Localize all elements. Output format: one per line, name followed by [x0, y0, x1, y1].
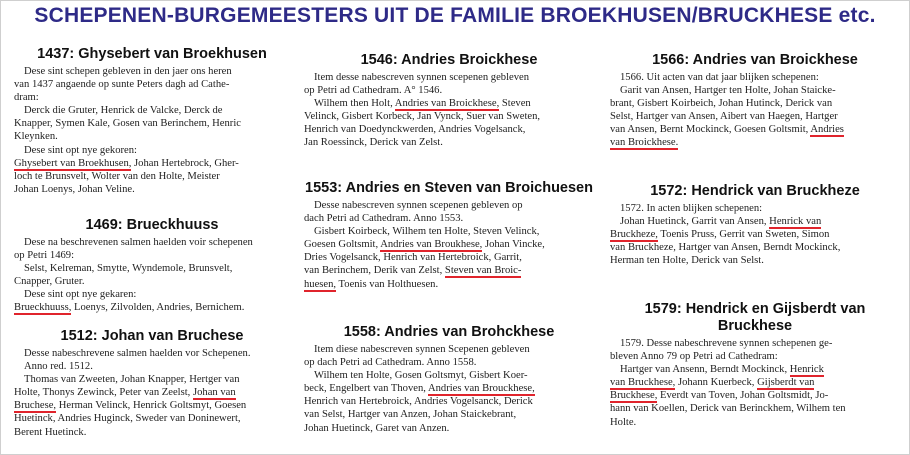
text-line: van Selst, Hartger van Anzen, Johan Staickebrant,	[304, 409, 517, 421]
highlighted-name: Johan van	[192, 387, 236, 399]
text-line: Jan Roessinck, Derick van Zelst.	[304, 137, 443, 149]
text-fragment: Loenys, Zilvolden, Andries, Bernichem.	[71, 302, 245, 314]
section-text	[610, 202, 900, 267]
highlighted-name: Gijsberdt van	[757, 377, 815, 389]
section-heading: 1572: Hendrick van Bruckheze	[650, 183, 860, 199]
text-fragment: Johann Kuerbeck,	[675, 377, 758, 389]
highlighted-name: Andries	[810, 124, 844, 136]
text-fragment: Everdt van Toven, Johan Goltsmidt, Jo-	[657, 390, 829, 402]
text-line: van Bruckheze, Hartger van Ansen, Berndt Mockinck,	[610, 242, 841, 254]
section-1558	[304, 324, 594, 435]
text-line: 1566. Uit acten van dat jaar blijken schepenen:	[620, 72, 819, 83]
highlighted-name: Ghysebert van Broekhusen,	[14, 157, 132, 169]
section-1546	[304, 52, 594, 150]
section-heading: 1469: Brueckhuuss	[85, 217, 219, 233]
section-text	[14, 65, 290, 196]
text-line: dach Petri ad Cathedram. Anno 1553.	[304, 213, 464, 225]
text-line: bleven Anno 79 op Petri ad Cathedram:	[610, 351, 778, 363]
section-text	[304, 71, 594, 150]
text-line: Velinck, Gisbert Korbeck, Jan Vynck, Suer van Sweten,	[304, 111, 541, 123]
text-line: Berent Huetinck.	[14, 426, 87, 438]
page-title: SCHEPENEN-BURGEMEESTERS UIT DE FAMILIE BROEKHUSEN/BRUCKHESE etc.	[34, 4, 876, 27]
highlighted-name: Bruchese,	[14, 400, 57, 412]
text-fragment: Steven	[499, 98, 531, 110]
text-line: op Petri ad Cathedram. A° 1546.	[304, 85, 443, 97]
highlighted-name: Brueckhuuss,	[14, 302, 72, 314]
highlighted-name: Henrick	[789, 364, 824, 376]
text-line: Dries Vogelsanck, Henrich van Hertebroick, Garrit,	[304, 252, 522, 264]
section-heading: 1546: Andries Broickhese	[360, 52, 538, 68]
text-line: loch te Brunsvelt, Wolter van den Holte, Meister	[14, 170, 220, 182]
section-heading: 1566: Andries van Broickhese	[652, 52, 858, 68]
text-line: Wilhem ten Holte, Gosen Goltsmyt, Gisbert Koer-	[314, 370, 528, 382]
text-line: op Petri 1469:	[14, 250, 75, 262]
highlighted-name: huesen,	[304, 278, 337, 290]
section-1553	[304, 180, 594, 291]
text-line: Desse nabescreven synnen scepenen gebleven op	[314, 200, 523, 211]
text-fragment: van Ansen, Bernt Mockinck, Goesen Goltsmit,	[610, 124, 811, 136]
section-text	[304, 199, 594, 291]
section-heading: 1553: Andries en Steven van Broichuesen	[305, 180, 593, 196]
text-line: Knapper, Symen Kale, Gosen van Berinchem, Henric	[14, 118, 241, 130]
text-line: Henrich van Hertebroick, Andries Vogelsanck, Derick	[304, 396, 533, 408]
section-1579	[610, 301, 900, 429]
text-fragment: Toenis van Holthuesen.	[336, 278, 439, 290]
text-line: Kleynken.	[14, 131, 58, 143]
section-text	[14, 347, 290, 439]
highlighted-name: Andries van Broukhese,	[380, 239, 483, 251]
text-fragment: Herman Velinck, Henrick Goltsmyt, Goesen	[56, 400, 247, 412]
text-line: Johan Loenys, Johan Veline.	[14, 183, 135, 195]
text-line: Holte.	[610, 416, 637, 428]
text-line: Dese sint opt nye gekoren:	[24, 144, 137, 156]
text-line: Huetinck, Andries Huginck, Sweder van Doninewert,	[14, 413, 241, 425]
text-fragment: Johan Hertebrock, Gher-	[131, 157, 239, 169]
text-fragment: van Berinchem, Derik van Zelst,	[304, 265, 445, 277]
text-line: Gisbert Koirbeck, Wilhem ten Holte, Steven Velinck,	[314, 226, 540, 238]
text-line: Derck die Gruter, Henrick de Valcke, Derck de	[24, 105, 223, 117]
text-fragment: Wilhem then Holt,	[314, 98, 395, 110]
text-line: Selst, Kelreman, Smytte, Wyndemole, Brunsvelt,	[24, 263, 233, 275]
text-line: Anno red. 1512.	[24, 361, 93, 373]
text-fragment: Johan Vincke,	[482, 239, 545, 251]
text-fragment: Holte, Thonys Zewinck, Peter van Zeelst,	[14, 387, 193, 399]
text-fragment: Toenis Pruss, Gerrit van Sweten, Simon	[657, 229, 830, 241]
section-text	[304, 343, 594, 435]
text-line: Dese sint schepen gebleven in den jaer ons heren	[24, 66, 232, 77]
text-line: Dese sint opt nye gekaren:	[24, 289, 137, 301]
text-line: Thomas van Zweeten, Johan Knapper, Hertger van	[24, 374, 240, 386]
text-line: dram:	[14, 92, 39, 104]
section-1572	[610, 183, 900, 267]
highlighted-name: Andries van Brouckhese,	[427, 383, 535, 395]
section-heading: 1512: Johan van Bruchese	[60, 328, 244, 344]
section-1566	[610, 52, 900, 150]
section-heading: 1558: Andries van Brohckhese	[343, 324, 555, 340]
text-fragment: Hartger van Ansenn, Berndt Mockinck,	[620, 364, 790, 376]
section-1512	[14, 328, 290, 439]
section-text	[14, 236, 290, 315]
text-line: Selst, Hartger van Ansen, Aibert van Haegen, Hartger	[610, 111, 838, 123]
section-1437	[14, 46, 290, 196]
text-fragment: Goesen Goltsmit,	[304, 239, 381, 251]
highlighted-name: Steven van Broic-	[444, 265, 522, 277]
text-line: Herman ten Holte, Derick van Selst.	[610, 255, 764, 267]
section-heading: 1579: Hendrick en Gijsberdt van Bruckhese	[644, 301, 866, 334]
text-line: Henrich van Doedynckwerden, Andries Vogelsanck,	[304, 124, 526, 136]
text-line: Dese na beschrevenen salmen haelden voir schepenen	[24, 237, 253, 248]
text-line: Desse nabeschrevene salmen haelden vor Schepenen.	[24, 348, 251, 359]
highlighted-name: Bruckhese,	[610, 390, 658, 402]
text-fragment: Johan Huetinck, Garrit van Ansen,	[620, 216, 770, 228]
text-line: hann van Koellen, Derick van Berinckhem, Wilhem ten	[610, 403, 846, 415]
text-line: Johan Huetinck, Garet van Anzen.	[304, 422, 450, 434]
section-text	[610, 71, 900, 150]
highlighted-name: Bruckheze,	[610, 229, 658, 241]
section-heading: 1437: Ghysebert van Broekhusen	[37, 46, 267, 62]
section-1469	[14, 217, 290, 315]
highlighted-name: van Bruckhese,	[610, 377, 676, 389]
text-fragment: beck, Engelbert van Thoven,	[304, 383, 428, 395]
section-text	[610, 337, 900, 429]
text-line: van 1437 angaende op sunte Peters dagh ad Cathe-	[14, 79, 230, 91]
highlighted-name: Henrick van	[769, 216, 822, 228]
text-line: brant, Gisbert Koirbeich, Johan Hutinck, Derick van	[610, 98, 833, 110]
text-line: op dach Petri ad Cathedram. Anno 1558.	[304, 357, 477, 369]
highlighted-name: van Broickhese.	[610, 137, 679, 149]
text-line: 1572. In acten blijken schepenen:	[620, 203, 763, 214]
highlighted-name: Andries van Broickhese,	[394, 98, 500, 110]
text-line: Cnapper, Gruter.	[14, 276, 85, 288]
text-line: 1579. Desse nabeschrevene synnen schepenen ge-	[620, 338, 833, 349]
text-line: Item desse nabescreven synnen scepenen gebleven	[314, 72, 530, 83]
text-line: Garit van Ansen, Hartger ten Holte, Johan Staicke-	[620, 85, 836, 97]
text-line: Item diese nabescreven synnen Scepenen gebleven	[314, 344, 530, 355]
